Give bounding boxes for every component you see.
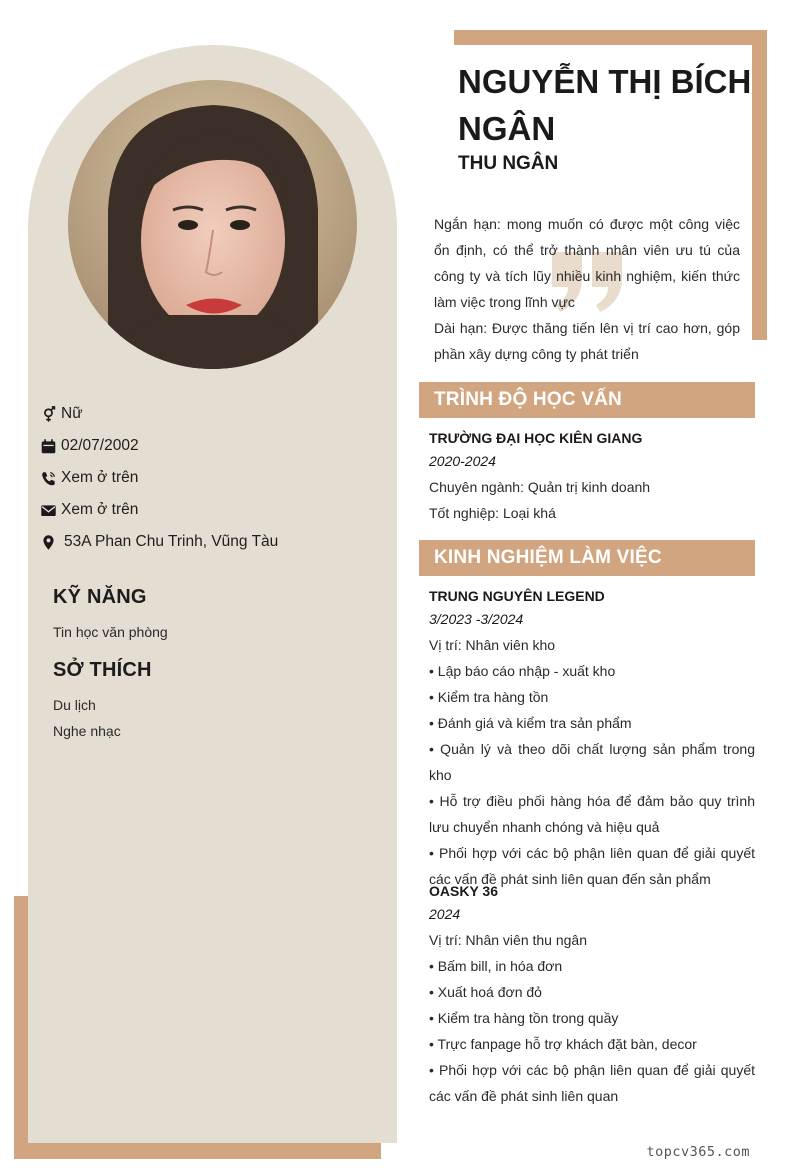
job-line: • Hỗ trợ điều phối hàng hóa để đảm bảo quy trình lưu chuyển nhanh chóng và hiệu quả	[429, 793, 755, 835]
education-period: 2020-2024	[429, 453, 496, 469]
school-name: TRƯỜNG ĐẠI HỌC KIÊN GIANG	[429, 430, 643, 446]
company-name: OASKY 36	[429, 883, 498, 899]
info-phone	[39, 462, 379, 494]
hobby-item: Du lịch	[53, 697, 96, 713]
skill-item: Tin học văn phòng	[53, 624, 168, 640]
hobbies-section	[53, 659, 373, 744]
gender-value: Nữ	[61, 405, 83, 422]
job-line: • Trực fanpage hỗ trợ khách đặt bàn, decor	[429, 1036, 697, 1052]
education-line: Chuyên ngành: Quản trị kinh doanh	[429, 479, 651, 495]
education-block	[429, 427, 755, 526]
watermark: topcv365.com	[646, 1144, 750, 1160]
hobby-item: Nghe nhạc	[53, 723, 121, 739]
info-address	[39, 526, 379, 558]
education-heading: TRÌNH ĐỘ HỌC VẤN	[419, 382, 755, 418]
job-line: • Lập báo cáo nhập - xuất kho	[429, 663, 616, 679]
job-line: Vị trí: Nhân viên kho	[429, 637, 556, 653]
job-line: • Bấm bill, in hóa đơn	[429, 958, 563, 974]
personal-info-list	[39, 398, 379, 558]
birthday-value: 02/07/2002	[61, 437, 139, 454]
avatar-photo	[68, 80, 357, 369]
phone-icon	[39, 469, 57, 487]
info-birthday	[39, 430, 379, 462]
job-period: 2024	[429, 906, 461, 922]
job-line: • Phối hợp với các bộ phận liên quan để giải quyết các vấn đề phát sinh liên quan đến sản phẩm	[429, 845, 755, 887]
email-value: Xem ở trên	[61, 501, 139, 518]
experience-job	[429, 585, 755, 892]
experience-job	[429, 880, 755, 1109]
address-value: 53A Phan Chu Trinh, Vũng Tàu	[64, 533, 279, 550]
calendar-icon	[39, 437, 57, 455]
email-icon	[39, 501, 57, 519]
objective-long-term: Dài hạn: Được thăng tiến lên vị trí cao hơn, góp phần xây dựng công ty phát triển	[434, 320, 740, 362]
job-line: • Đánh giá và kiểm tra sản phẩm	[429, 715, 632, 731]
job-line: • Kiểm tra hàng tồn	[429, 689, 549, 705]
location-icon	[39, 533, 57, 551]
info-email	[39, 494, 379, 526]
job-line: • Xuất hoá đơn đỏ	[429, 984, 542, 1000]
job-line: • Quản lý và theo dõi chất lượng sản phẩm trong kho	[429, 741, 755, 783]
company-name: TRUNG NGUYÊN LEGEND	[429, 588, 605, 604]
phone-value: Xem ở trên	[61, 469, 139, 486]
job-line: • Phối hợp với các bộ phận liên quan để giải quyết các vấn đề phát sinh liên quan	[429, 1062, 755, 1104]
gender-icon	[39, 405, 57, 423]
education-line: Tốt nghiệp: Loại khá	[429, 505, 556, 521]
experience-heading: KINH NGHIỆM LÀM VIỆC	[419, 540, 755, 576]
objective-short-term: Ngắn hạn: mong muốn có được một công việc ổn định, có thể trở thành nhân viên ưu tú của công ty và tích lũy nhiều kinh nghiệm, kiến thức làm việc trong lĩnh vực	[434, 216, 740, 310]
job-title: THU NGÂN	[458, 153, 559, 174]
info-gender	[39, 398, 379, 430]
skills-heading: KỸ NĂNG	[53, 586, 147, 608]
career-objective	[434, 211, 740, 367]
skills-section	[53, 586, 373, 645]
job-line: • Kiểm tra hàng tồn trong quầy	[429, 1010, 619, 1026]
job-period: 3/2023 -3/2024	[429, 611, 524, 627]
candidate-name: NGUYỄN THỊ BÍCH NGÂN	[458, 63, 752, 147]
job-line: Vị trí: Nhân viên thu ngân	[429, 932, 587, 948]
hobbies-heading: SỞ THÍCH	[53, 659, 152, 681]
avatar	[68, 80, 357, 369]
